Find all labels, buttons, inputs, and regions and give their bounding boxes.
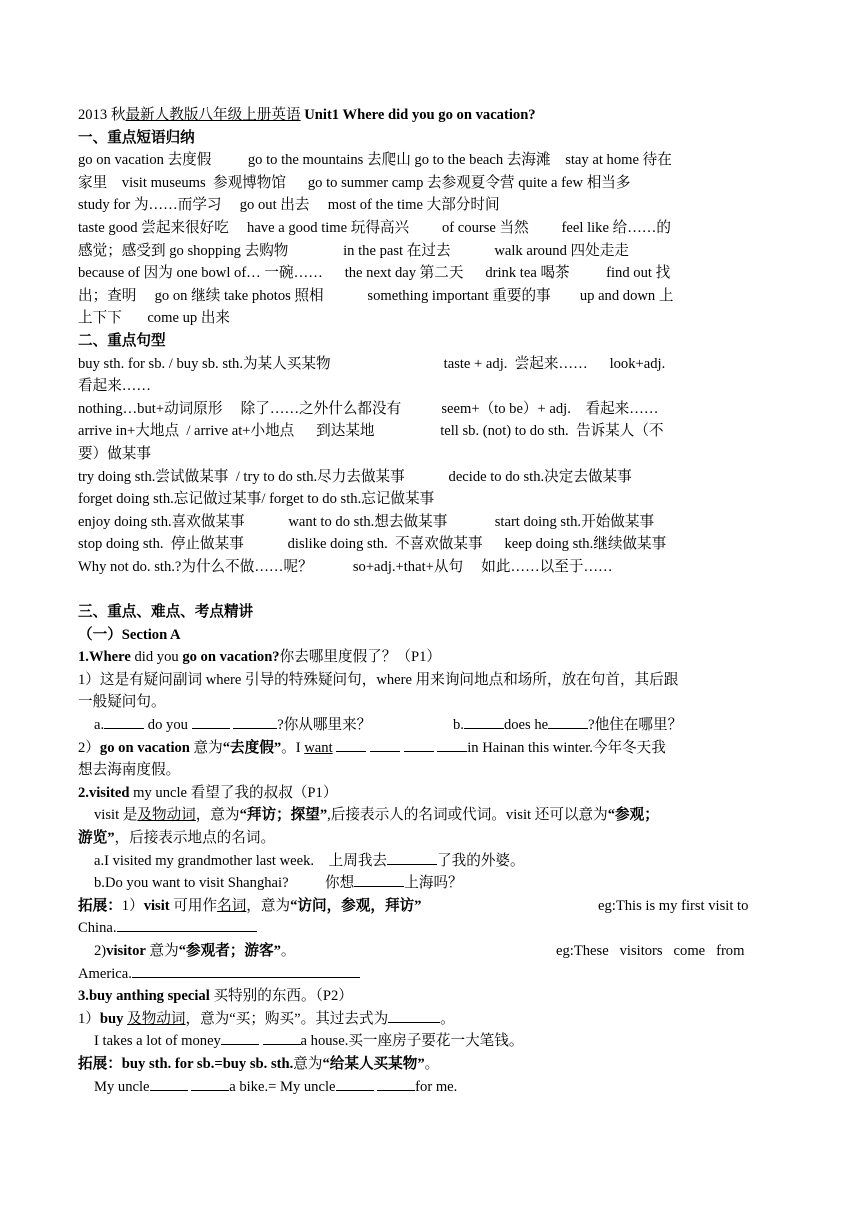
text: ，意为 [246, 897, 291, 914]
point-1-translation: 你去哪里度假了？（P1） [279, 649, 441, 666]
pattern-line: 要）做某事 [78, 445, 151, 462]
text: 意为 [293, 1055, 323, 1072]
pattern-line: enjoy doing sth.喜欢做某事 want to do sth.想去做某事 start doing sth.开始做某事 [78, 513, 655, 530]
point-2-explanation [78, 804, 796, 827]
meaning: “参观； [607, 807, 659, 824]
section-a-heading: （一）Section A [78, 626, 181, 643]
answer-blank[interactable] [104, 714, 144, 729]
phrase-line: because of 因为 one bowl of… 一碗…… the next day 第二天 drink tea 喝茶 find out 找 [78, 265, 671, 282]
point-3-title [78, 985, 796, 1008]
example-text: China. [78, 920, 117, 937]
pattern-line: arrive in+大地点 / arrive at+小地点 到达某地 tell sb. (not) to do sth. 告诉某人（不 [78, 423, 664, 440]
example-text: a house.买一座房子要花一大笔钱。 [300, 1033, 524, 1050]
phrase-line: 感觉；感受到 go shopping 去购物 in the past 在过去 walk around 四处走走 [78, 242, 629, 259]
point-2-extension-1 [78, 895, 796, 918]
exercise-b-translation: ?他住在哪里？ [588, 717, 683, 734]
point-3-example-2 [78, 1076, 796, 1099]
text: in Hainan this winter.今年冬天我 [467, 739, 666, 756]
text: 可用作 [169, 897, 218, 914]
point-2-example-b [78, 872, 796, 895]
text: ，意为 [195, 807, 240, 824]
example-text: 上海吗？ [404, 875, 463, 892]
example-text: eg:This is my first visit to [598, 897, 749, 914]
answer-blank[interactable] [387, 850, 437, 865]
answer-blank[interactable] [370, 737, 400, 752]
point-1-explanation-cont: 一般疑问句。 [78, 694, 166, 711]
underlined-term: 及物动词 [137, 807, 196, 824]
example-text: My uncle [94, 1078, 150, 1095]
text: visit 是 [94, 807, 138, 824]
answer-blank[interactable] [192, 714, 230, 729]
example-text: a.I visited my grandmother last week. 上周我去 [94, 852, 388, 869]
answer-blank[interactable] [437, 737, 467, 752]
point-3-extension [78, 1053, 796, 1076]
phrase-line: 上下下 come up 出来 [78, 310, 231, 327]
text: 1） [121, 897, 144, 914]
answer-blank[interactable] [263, 1030, 301, 1045]
exercise-b-text: does he [503, 717, 549, 734]
point-1-number: 1.Where [78, 649, 131, 666]
title-year: 2013 秋 [78, 107, 126, 123]
text: 。 [280, 942, 296, 959]
example-text: for me. [415, 1078, 458, 1095]
text: 。I [281, 739, 305, 756]
answer-blank[interactable] [233, 714, 277, 729]
point-1-exercise [78, 714, 796, 737]
answer-blank[interactable] [336, 737, 366, 752]
point-1-explanation: 1）这是有疑问副词 where 引导的特殊疑问句，where 用来询问地点和场所，放在句首，其后跟 [78, 671, 679, 688]
answer-blank[interactable] [377, 1076, 415, 1091]
point-1-title [78, 646, 796, 669]
meaning: “拜访；探望” [239, 807, 328, 824]
phrase-line: 出；查明 go on 继续 take photos 照相 something important 重要的事 up and down 上 [78, 287, 674, 304]
point-1-phrase: go on vacation? [182, 649, 280, 666]
point-2-title [78, 782, 796, 805]
document-page [78, 104, 796, 1098]
text: 。 [424, 1055, 440, 1072]
text: ，意为“买；购买”。其过去式为 [185, 1010, 389, 1027]
underlined-word: want [304, 739, 333, 756]
example-text: eg:These visitors come from [556, 942, 745, 959]
phrase-line: study for 为……而学习 go out 出去 most of the time 大部分时间 [78, 197, 500, 214]
meaning: “去度假” [222, 739, 282, 756]
title-unit: Unit1 Where did you go on vacation? [304, 107, 536, 123]
pattern-line: 看起来…… [78, 378, 151, 395]
text: 1） [78, 1010, 100, 1027]
extension-label: 拓展： [78, 897, 122, 914]
pattern-line: try doing sth.尝试做某事 / try to do sth.尽力去做某事 decide to do sth.决定去做某事 [78, 468, 632, 485]
answer-blank[interactable] [464, 714, 504, 729]
text: 意为 [189, 739, 223, 756]
section-2-patterns [78, 353, 796, 579]
text: ,后接表示人的名词或代词。visit 还可以意为 [327, 807, 608, 824]
pattern-line: stop doing sth. 停止做某事 dislike doing sth. 不喜欢做某事 keep doing sth.继续做某事 [78, 536, 667, 553]
meaning: “参观者；游客” [178, 942, 281, 959]
answer-blank[interactable] [548, 714, 588, 729]
text: 意为 [145, 942, 179, 959]
meaning: “访问，参观，拜访” [290, 897, 422, 914]
answer-blank[interactable] [221, 1030, 259, 1045]
point-2-extension-2-cont [78, 963, 796, 986]
phrase-line: go on vacation 去度假 go to the mountains 去爬山 go to the beach 去海滩 stay at home 待在 [78, 152, 672, 169]
section-1-heading: 一、重点短语归纳 [78, 129, 195, 146]
example-text: b.Do you want to visit Shanghai? 你想 [94, 875, 355, 892]
pattern-line: Why not do. sth.?为什么不做……呢？ so+adj.+that+从句 如此……以至于…… [78, 558, 613, 575]
point-2-extension-1-cont [78, 917, 796, 940]
spacer [78, 578, 796, 601]
example-text: America. [78, 965, 132, 982]
text: 。 [440, 1010, 455, 1027]
extension-label: 拓展：buy sth. for sb.=buy sb. sth. [78, 1055, 294, 1072]
example-text: 了我的外婆。 [437, 852, 525, 869]
answer-blank[interactable] [117, 917, 257, 932]
underlined-term: 名词 [217, 897, 247, 914]
point-3-phrase: 3.buy anthing special [78, 988, 210, 1005]
point-1-sub-2 [78, 737, 796, 760]
point-3-example-1 [78, 1030, 796, 1053]
answer-blank[interactable] [354, 872, 404, 887]
point-3-translation: 买特别的东西。（P2） [209, 988, 353, 1005]
point-1-sub-2-cont: 想去海南度假。 [78, 762, 181, 779]
meaning: 游览” [78, 830, 115, 846]
exercise-a-text: do you [144, 717, 192, 734]
example-text: I takes a lot of money [94, 1033, 221, 1050]
document-title [78, 104, 796, 127]
exercise-a-label: a. [94, 717, 105, 734]
section-3-heading: 三、重点、难点、考点精讲 [78, 604, 254, 621]
title-book: 最新人教版八年级上册英语 [125, 107, 301, 123]
phrase-line: taste good 尝起来很好吃 have a good time 玩得高兴 of course 当然 feel like 给……的 [78, 219, 671, 236]
term: buy [99, 1010, 124, 1027]
sub-number: 2） [78, 739, 100, 756]
section-1-phrases [78, 149, 796, 330]
text: ，后接表示地点的名词。 [114, 830, 276, 846]
term: visitor [106, 942, 146, 959]
point-2-explanation-cont [78, 827, 796, 850]
section-2-heading: 二、重点句型 [78, 332, 166, 349]
answer-blank[interactable] [132, 963, 360, 978]
answer-blank[interactable] [336, 1076, 374, 1091]
phrase-line: 家里 visit museums 参观博物馆 go to summer camp 去参观夏令营 quite a few 相当多 [78, 174, 631, 191]
point-1-text: did you [130, 649, 183, 666]
answer-blank[interactable] [191, 1076, 229, 1091]
example-text: a bike.= My uncle [229, 1078, 336, 1095]
meaning: “给某人买某物” [322, 1055, 425, 1072]
term: visit [143, 897, 170, 914]
pattern-line: buy sth. for sb. / buy sb. sth.为某人买某物 taste + adj. 尝起来…… look+adj. [78, 355, 666, 372]
point-3-explanation [78, 1008, 796, 1031]
text: 2) [94, 942, 107, 959]
exercise-b-label: b. [453, 717, 464, 734]
point-2-text: my uncle 看望了我的叔叔（P1） [129, 784, 338, 801]
phrase: go on vacation [99, 739, 190, 756]
answer-blank[interactable] [404, 737, 434, 752]
pattern-line: nothing…but+动词原形 除了……之外什么都没有 seem+（to be）+ adj. 看起来…… [78, 400, 659, 417]
point-2-example-a [78, 850, 796, 873]
exercise-a-translation: ?你从哪里来？ [277, 717, 372, 734]
answer-blank[interactable] [150, 1076, 188, 1091]
point-2-extension-2 [78, 940, 796, 963]
underlined-term: 及物动词 [127, 1010, 186, 1027]
answer-blank[interactable] [388, 1008, 440, 1023]
pattern-line: forget doing sth.忘记做过某事/ forget to do sth.忘记做某事 [78, 491, 435, 508]
point-2-number: 2.visited [78, 784, 130, 801]
